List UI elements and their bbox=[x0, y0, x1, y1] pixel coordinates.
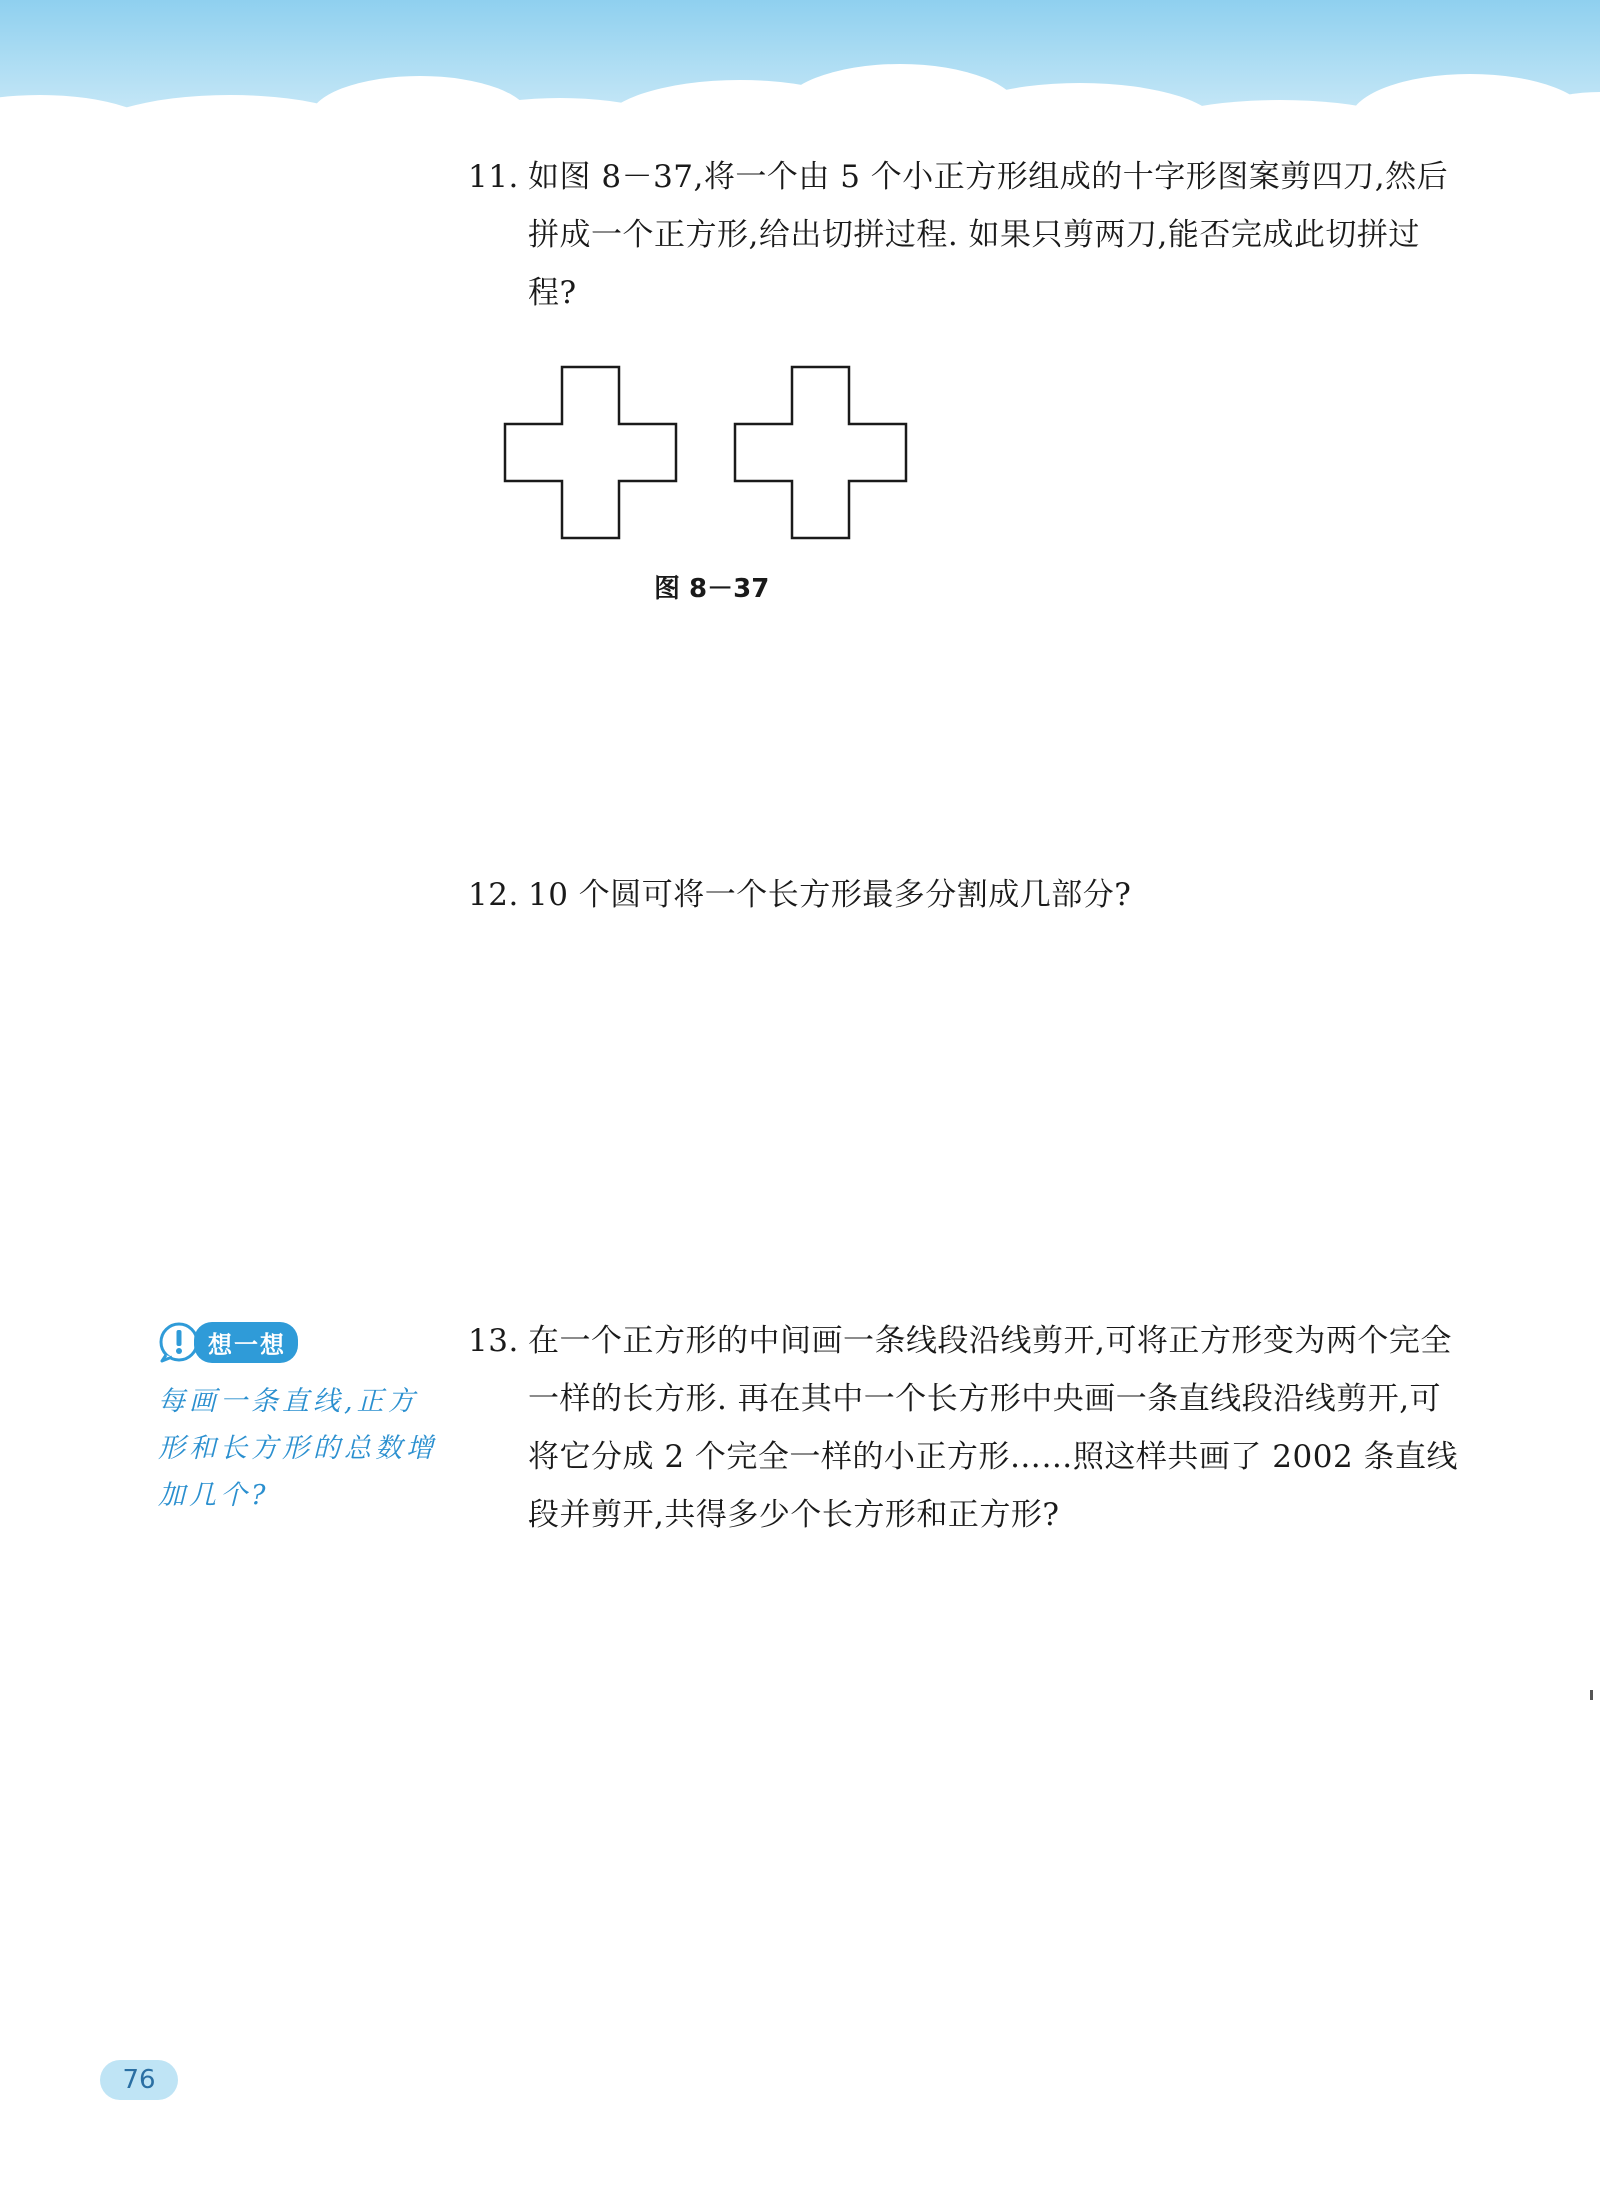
problem-text: 10 个圆可将一个长方形最多分割成几部分? bbox=[528, 877, 1132, 913]
problem-text: 在一个正方形的中间画一条线段沿线剪开,可将正方形变为两个完全一样的长方形. 再在其中一个长方形中央画一条直线段沿线剪开,可将它分成 2 个完全一样的小正方形……照这样共画了 2002 条直线段并剪开,共得多少个长方形和正方形? bbox=[528, 1323, 1459, 1533]
problem-12 bbox=[468, 866, 1468, 924]
cross-shape-right bbox=[735, 367, 906, 538]
scan-edge-mark bbox=[1590, 1690, 1593, 1700]
figure-caption: 图 8－37 bbox=[654, 574, 770, 604]
think-tip-text: 每画一条直线,正方形和长方形的总数增加几个? bbox=[158, 1386, 437, 1511]
think-badge bbox=[158, 1318, 438, 1366]
problem-11 bbox=[468, 148, 1468, 322]
cross-shape-left bbox=[505, 367, 676, 538]
cloud-banner-graphic bbox=[0, 0, 1600, 150]
think-sidebar bbox=[158, 1318, 438, 1519]
problem-number: 13. bbox=[468, 1323, 519, 1359]
problem-text: 如图 8－37,将一个由 5 个小正方形组成的十字形图案剪四刀,然后拼成一个正方形,给出切拼过程. 如果只剪两刀,能否完成此切拼过程? bbox=[528, 159, 1449, 311]
cross-figures bbox=[500, 360, 920, 545]
figure-8-37 bbox=[500, 360, 920, 545]
think-badge-label: 想一想 bbox=[194, 1322, 298, 1363]
problem-13 bbox=[468, 1312, 1468, 1544]
problem-number: 12. bbox=[468, 877, 519, 913]
page-number: 76 bbox=[100, 2060, 178, 2100]
header-cloud-banner bbox=[0, 0, 1600, 150]
problem-number: 11. bbox=[468, 159, 519, 195]
